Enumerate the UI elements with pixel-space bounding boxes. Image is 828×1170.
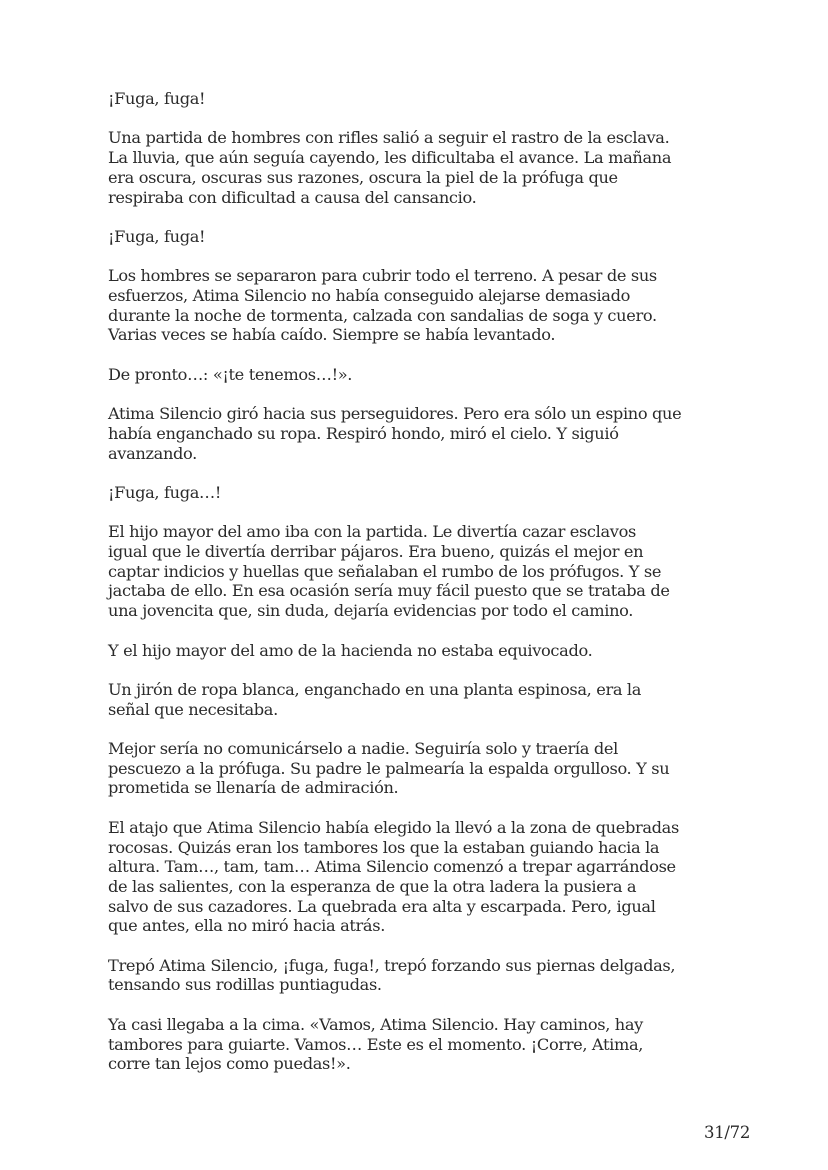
paragraph	[108, 365, 768, 385]
paragraph	[108, 818, 768, 936]
text-line: De pronto…: «¡te tenemos…!».	[108, 364, 353, 384]
paragraph	[108, 1015, 768, 1074]
paragraph	[108, 227, 768, 247]
text-line: El hijo mayor del amo iba con la partida. Le divertía cazar esclavos	[108, 522, 636, 542]
paragraph	[108, 266, 768, 345]
text-line: señal que necesitaba.	[108, 699, 278, 719]
text-line: Trepó Atima Silencio, ¡fuga, fuga!, trepó forzando sus piernas delgadas,	[108, 955, 676, 975]
text-line: altura. Tam…, tam, tam… Atima Silencio comenzó a trepar agarrándose	[108, 857, 676, 877]
text-line: salvo de sus cazadores. La quebrada era alta y escarpada. Pero, igual	[108, 896, 656, 916]
text-line: era oscura, oscuras sus razones, oscura la piel de la prófuga que	[108, 167, 618, 187]
text-line: esfuerzos, Atima Silencio no había conseguido alejarse demasiado	[108, 285, 631, 305]
text-line: que antes, ella no miró hacia atrás.	[108, 916, 385, 936]
paragraph	[108, 404, 768, 463]
text-line: jactaba de ello. En esa ocasión sería muy fácil puesto que se trataba de	[108, 581, 670, 601]
paragraph	[108, 956, 768, 995]
text-line: Y el hijo mayor del amo de la hacienda no estaba equivocado.	[108, 640, 593, 660]
paragraph	[108, 680, 768, 719]
paragraph	[108, 483, 768, 503]
text-line: Ya casi llegaba a la cima. «Vamos, Atima Silencio. Hay caminos, hay	[108, 1014, 643, 1034]
text-line: Los hombres se separaron para cubrir todo el terreno. A pesar de sus	[108, 266, 657, 286]
text-line: prometida se llenaría de admiración.	[108, 778, 399, 798]
text-line: durante la noche de tormenta, calzada con sandalias de soga y cuero.	[108, 305, 657, 325]
text-line: respiraba con dificultad a causa del cansancio.	[108, 187, 477, 207]
paragraph	[108, 89, 768, 109]
paragraph	[108, 128, 768, 207]
text-line: Mejor sería no comunicárselo a nadie. Seguiría solo y traería del	[108, 739, 618, 759]
text-line: tambores para guiarte. Vamos… Este es el momento. ¡Corre, Atima,	[108, 1034, 644, 1054]
text-line: corre tan lejos como puedas!».	[108, 1054, 351, 1074]
text-line: La lluvia, que aún seguía cayendo, les dificultaba el avance. La mañana	[108, 148, 672, 168]
text-line: Varias veces se había caído. Siempre se había levantado.	[108, 325, 556, 345]
page-number: 31/72	[704, 1123, 751, 1142]
text-line: de las salientes, con la esperanza de que la otra ladera la pusiera a	[108, 876, 637, 896]
text-line: Atima Silencio giró hacia sus perseguidores. Pero era sólo un espino que	[108, 404, 682, 424]
text-line: avanzando.	[108, 443, 197, 463]
text-line: captar indicios y huellas que señalaban el rumbo de los prófugos. Y se	[108, 561, 662, 581]
text-line: una jovencita que, sin duda, dejaría evidencias por todo el camino.	[108, 601, 634, 621]
text-line: rocosas. Quizás eran los tambores los que la estaban guiando hacia la	[108, 837, 660, 857]
paragraph	[108, 641, 768, 661]
text-line: ¡Fuga, fuga!	[108, 89, 206, 108]
text-line: había enganchado su ropa. Respiró hondo, miró el cielo. Y siguió	[108, 423, 619, 443]
text-line: tensando sus rodillas puntiagudas.	[108, 975, 382, 995]
text-line: ¡Fuga, fuga!	[108, 226, 206, 246]
text-line: igual que le divertía derribar pájaros. Era bueno, quizás el mejor en	[108, 542, 644, 562]
text-line: Una partida de hombres con rifles salió a seguir el rastro de la esclava.	[108, 128, 670, 148]
text-line: Un jirón de ropa blanca, enganchado en una planta espinosa, era la	[108, 679, 642, 699]
text-line: El atajo que Atima Silencio había elegido la llevó a la zona de quebradas	[108, 817, 679, 837]
page-body	[108, 89, 768, 1094]
paragraph	[108, 739, 768, 798]
paragraph	[108, 522, 768, 621]
text-line: ¡Fuga, fuga…!	[108, 482, 222, 502]
text-line: pescuezo a la prófuga. Su padre le palmearía la espalda orgulloso. Y su	[108, 758, 670, 778]
